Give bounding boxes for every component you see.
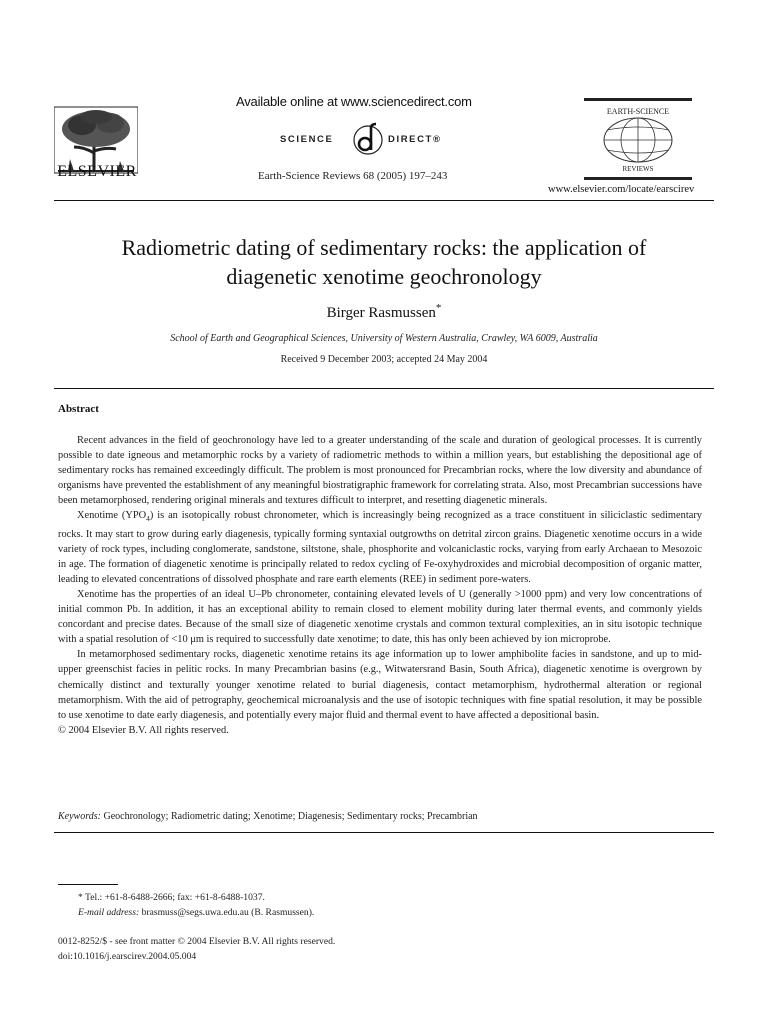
affiliation: School of Earth and Geographical Sciences, University of Western Australia, Crawley, WA 6009, Australia	[170, 333, 598, 344]
abstract-copyright: © 2004 Elsevier B.V. All rights reserved.	[58, 724, 229, 736]
sciencedirect-d-icon	[352, 122, 384, 158]
footnote-rule	[58, 884, 118, 885]
footnote-tel: * Tel.: +61-8-6488-2666; fax: +61-8-6488-1037.	[78, 892, 265, 903]
header-rule	[54, 200, 714, 201]
keywords-list: Geochronology; Radiometric dating; Xenotime; Diagenesis; Sedimentary rocks; Precambrian	[103, 811, 478, 822]
keywords-label: Keywords:	[58, 811, 101, 822]
journal-url-link[interactable]: www.elsevier.com/locate/earscirev	[548, 184, 695, 195]
article-title	[54, 233, 714, 291]
abstract-paragraph-1: Recent advances in the field of geochronology have led to a greater understanding of the scale and duration of geological processes. It is currently possible to date igneous and metamorphic rocks by a variety of radiometric methods to within a million years, but establishing the depositional age of sedimentary rocks has remained exceedingly difficult. The problem is most pronounced for Precambrian rocks, where the low diversity and abundance of organisms have prevented the establishment of any meaningful biostratigraphic framework for correlating strata. Also, most Precambrian successions have been metamorphosed, rendering original minerals and textures difficult to interpret, and resetting diagenetic minerals.	[58, 435, 702, 507]
journal-logo-top-text: EARTH-SCIENCE	[606, 107, 670, 116]
abstract-body	[58, 433, 702, 738]
sciencedirect-left-text: SCIENCE	[280, 134, 334, 145]
abstract-paragraph-2	[58, 508, 702, 587]
abstract-paragraph-3: Xenotime has the properties of an ideal U–Pb chronometer, containing elevated levels of U (generally >1000 ppm) and very low concentrations of initial common Pb. In addition, it has an exceptional ability to remain closed to element mobility during later thermal events, and commonly yields concordant and precise dates. Because of the small size of diagenetic xenotime crystals and common textural complexities, an in situ isotopic technique with a spatial resolution of <10 μm is required to successfully date xenotime; to date, this has only been achieved by ion microprobe.	[58, 589, 702, 646]
p2-start: Xenotime (YPO	[77, 510, 147, 522]
author-name: Birger Rasmussen	[326, 305, 436, 321]
footnote-email-line	[78, 905, 314, 920]
abstract-heading: Abstract	[58, 403, 99, 415]
email-label: E-mail address:	[78, 907, 140, 918]
author-line	[54, 302, 714, 322]
received-dates: Received 9 December 2003; accepted 24 May 2004	[280, 354, 488, 365]
abstract-top-rule	[54, 388, 714, 389]
journal-logo-bottom-text: REVIEWS	[622, 165, 654, 173]
title-line-2: diagenetic xenotime geochronology	[226, 264, 542, 289]
keywords-bottom-rule	[54, 832, 714, 833]
available-online-link[interactable]: Available online at www.sciencedirect.com	[236, 94, 472, 109]
author-footnote-mark[interactable]: *	[435, 302, 442, 314]
publisher-name: ELSEVIER	[57, 163, 137, 180]
doi-link[interactable]: doi:10.1016/j.earscirev.2004.05.004	[58, 951, 197, 962]
p2-subscript: 4	[146, 514, 150, 524]
p2-rest: ) is an isotopically robust chronometer, which is increasingly being recognized as a trace constituent in siliciclastic sedimentary rocks. It may start to grow during early diagenesis, typically forming syntaxial outgrowths on detrital zircon grains. Diagenetic xenotime occurs in a wide variety of rock types, including conglomerate, sandstone, siltstone, shale, phosphorite and volcaniclastic rocks, varying from early Archaean to Mesozoic in age. The formation of diagenetic xenotime is principally related to redox cycling of Fe-oxyhydroxides and microbial decomposition of organic matter, leading to elevated concentrations of dissolved phosphate and rare earth elements (REE) in sediment pore-waters.	[58, 510, 702, 585]
issn-line: 0012-8252/$ - see front matter © 2004 Elsevier B.V. All rights reserved.	[58, 936, 336, 947]
title-line-1: Radiometric dating of sedimentary rocks: the application of	[121, 235, 647, 260]
abstract-paragraph-4: In metamorphosed sedimentary rocks, diagenetic xenotime retains its age information up to lower amphibolite facies in sandstone, and up to mid-upper greenschist facies in pelitic rocks. In many Precambrian basins (e.g., Witwatersrand Basin, South Africa), diagenetic xenotime is overgrown by chemically distinct and texturally younger xenotime related to burial diagenesis, contact metamorphism, hydrothermal alteration or regional metamorphism. With the aid of petrography, geochemical microanalysis and the use of isotopic techniques with fine spatial resolution, it may be possible to use xenotime to date early diagenesis, and potentially every major fluid and thermal event to have affected a depositional basin.	[58, 649, 702, 721]
globe-icon	[582, 98, 694, 180]
page-footer	[58, 934, 335, 964]
sciencedirect-logo	[280, 122, 480, 162]
journal-reference: Earth-Science Reviews 68 (2005) 197–243	[258, 170, 448, 182]
keywords	[58, 811, 702, 822]
email-link[interactable]: brasmuss@segs.uwa.edu.au (B. Rasmussen).	[141, 907, 315, 918]
sciencedirect-right-text: DIRECT®	[388, 134, 442, 145]
author-footnote	[78, 890, 314, 920]
journal-logo	[582, 98, 694, 180]
